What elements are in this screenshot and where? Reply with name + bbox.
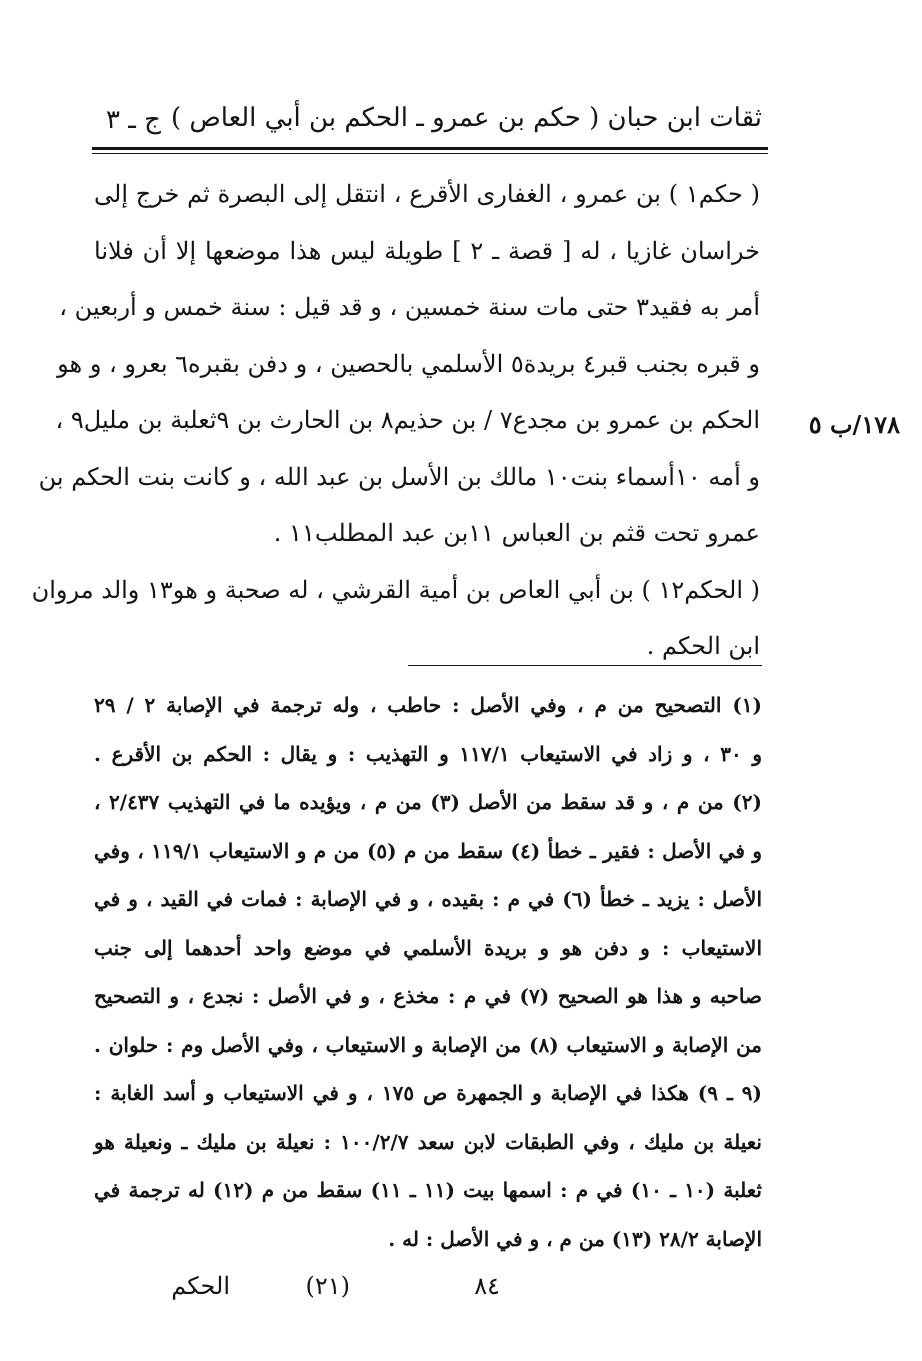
text-line: ( الحكم١٢ ) بن أبي العاص بن أمية القرشي ، له صحبة و هو١٣ والد مروان [31,575,760,604]
page-footer [90,1272,770,1312]
text-line: ابن الحكم . [646,632,760,660]
manuscript-folio-mark: ١٧٨/ب ٥ [808,410,900,439]
footnote-line: ثعلبة (١٠ ـ ١٠) في م : اسمها بيت (١١ ـ ١١) سقط من م (١٢) له ترجمة في [94,1178,762,1202]
footnote-line: من الإصابة و الاستيعاب (٨) من الإصابة و الاستيعاب ، وفي الأصل وم : حلوان . [94,1032,762,1057]
footnote-line: (٩ ـ ٩) هكذا في الإصابة و الجمهرة ص ١٧٥ ، و في الاستيعاب و أسد الغابة : [94,1081,762,1105]
footnote-line: الإصابة ٢٨/٢ (١٣) من م ، و في الأصل : له . [388,1226,762,1251]
text-line: ( حكم١ ) بن عمرو ، الغفارى الأقرع ، انتقل إلى البصرة ثم خرج إلى [94,180,761,208]
footnote-line: و في الأصل : فقير ـ خطأ (٤) سقط من م (٥) من م و الاستيعاب ١١٩/١ ، وفي [94,838,762,863]
footnote-line: و ٣٠ ، و زاد في الاستيعاب ١١٧/١ و التهذيب : و يقال : الحكم بن الأقرع . [94,741,762,766]
footnotes [94,681,762,1263]
catchword: الحكم [171,1272,230,1300]
text-line: خراسان غازيا ، له [ قصة ـ ٢ ] طويلة ليس هذا موضعها إلا أن فلانا [94,236,760,265]
text-line: و أمه ١٠أسماء بنت١٠ مالك بن الأسل بن عبد الله ، و كانت بنت الحكم بن [38,462,760,491]
main-text [31,166,761,675]
footnote-line: صاحبه و هذا هو الصحيح (٧) في م : مخذع ، و في الأصل : نجدع ، و التصحيح [94,984,762,1008]
text-line: و قبره بجنب قبر٤ بريدة٥ الأسلمي بالحصين ، و دفن بقبره٦ بعرو ، و هو [57,349,760,378]
running-header-title: ثقات ابن حبان ( حكم بن عمرو ـ الحكم بن أبي العاص ) [170,103,762,133]
footnote-line: (٢) من م ، و قد سقط من الأصل (٣) من م ، ويؤيده ما في التهذيب ٢/٤٣٧ ، [94,790,762,814]
header-rule-thin [92,153,768,154]
text-line: أمر به فقيد٣ حتى مات سنة خمسين ، و قد قيل : سنة خمس و أربعين ، [59,293,760,321]
footnote-separator [408,665,762,666]
running-header-volume: ج ـ ٣ [106,105,161,135]
entry-number: (٢١) [305,1272,350,1300]
footnote-line: (١) التصحيح من م ، وفي الأصل : حاطب ، وله ترجمة في الإصابة ٢ / ٢٩ [94,693,763,717]
text-line: عمرو تحت قثم بن العباس ١١بن عبد المطلب١١ . [273,519,760,547]
text-line: الحكم بن عمرو بن مجدع٧ / بن حذيم٨ بن الحارث بن ٩ثعلبة بن مليل٩ ، [55,406,760,434]
header-rule [92,147,768,150]
footnote-line: الأصل : يزيد ـ خطأ (٦) في م : بقيده ، و في الإصابة : فمات في القيد ، و في [94,887,763,911]
footnote-line: نعيلة بن مليك ، وفي الطبقات لابن سعد ١٠٠/٢/٧ : نعيلة بن مليك ـ ونعيلة هو [94,1129,762,1154]
page-number: ٨٤ [474,1272,500,1300]
footnote-line: الاستيعاب : و دفن هو و بريدة الأسلمي في موضع واحد أحدهما إلى جنب [94,935,762,960]
